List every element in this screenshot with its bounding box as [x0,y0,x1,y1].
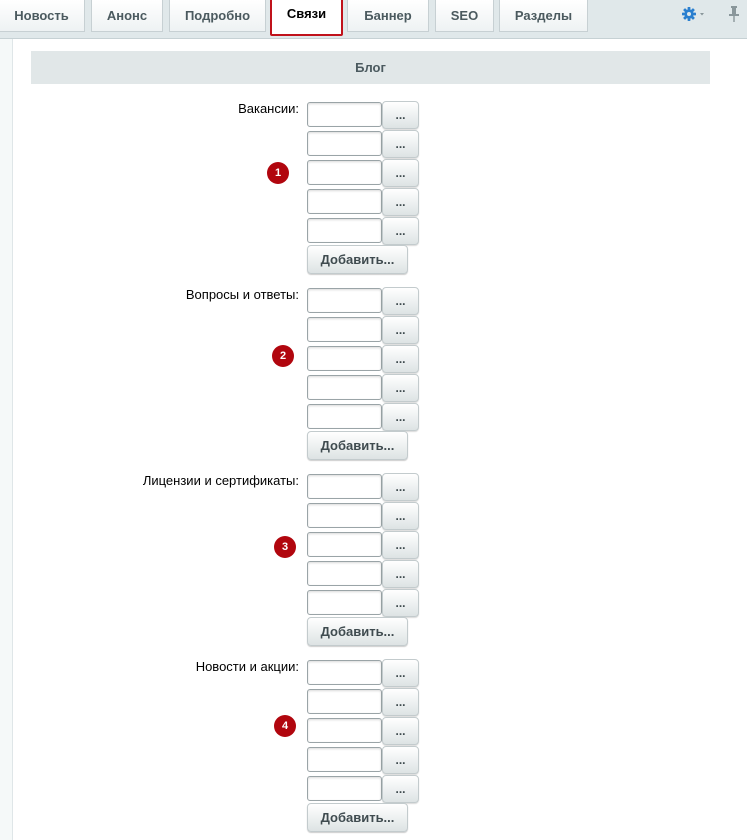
add-button[interactable]: Добавить... [307,431,408,460]
browse-button[interactable]: ... [382,589,419,617]
browse-button[interactable]: ... [382,374,419,402]
link-input[interactable] [307,747,382,772]
browse-button[interactable]: ... [382,217,419,245]
tab-seo[interactable]: SEO [435,0,494,32]
browse-button[interactable]: ... [382,746,419,774]
browse-button[interactable]: ... [382,659,419,687]
browse-button[interactable]: ... [382,502,419,530]
field-label: Лицензии и сертификаты: [142,473,299,488]
link-input[interactable] [307,346,382,371]
browse-button[interactable]: ... [382,473,419,501]
marker-badge: 1 [267,162,289,184]
link-input[interactable] [307,776,382,801]
link-input[interactable] [307,660,382,685]
link-input[interactable] [307,404,382,429]
gear-icon[interactable] [680,4,708,24]
add-button[interactable]: Добавить... [307,245,408,274]
browse-button[interactable]: ... [382,345,419,373]
link-input[interactable] [307,689,382,714]
link-input[interactable] [307,218,382,243]
add-button[interactable]: Добавить... [307,803,408,832]
link-input[interactable] [307,718,382,743]
link-input[interactable] [307,102,382,127]
link-input[interactable] [307,375,382,400]
marker-badge: 3 [274,536,296,558]
browse-button[interactable]: ... [382,101,419,129]
browse-button[interactable]: ... [382,188,419,216]
browse-button[interactable]: ... [382,287,419,315]
link-input[interactable] [307,474,382,499]
tab-banner[interactable]: Баннер [347,0,429,32]
browse-button[interactable]: ... [382,403,419,431]
link-input[interactable] [307,503,382,528]
pin-icon[interactable] [724,4,744,24]
marker-badge: 2 [272,345,294,367]
link-input[interactable] [307,189,382,214]
tab-details[interactable]: Подробно [169,0,266,32]
tab-news[interactable]: Новость [0,0,85,32]
link-input[interactable] [307,590,382,615]
link-input[interactable] [307,532,382,557]
browse-button[interactable]: ... [382,688,419,716]
section-title: Блог [31,51,710,84]
browse-button[interactable]: ... [382,531,419,559]
browse-button[interactable]: ... [382,560,419,588]
browse-button[interactable]: ... [382,775,419,803]
tab-links[interactable]: Связи [270,0,343,36]
browse-button[interactable]: ... [382,159,419,187]
browse-button[interactable]: ... [382,316,419,344]
field-label: Новости и акции: [195,659,299,674]
link-input[interactable] [307,317,382,342]
tab-bar [0,0,747,39]
browse-button[interactable]: ... [382,717,419,745]
field-label: Вопросы и ответы: [185,287,299,302]
field-label: Вакансии: [238,101,299,116]
link-input[interactable] [307,131,382,156]
browse-button[interactable]: ... [382,130,419,158]
tab-sections[interactable]: Разделы [499,0,588,32]
tab-announce[interactable]: Анонс [91,0,163,32]
add-button[interactable]: Добавить... [307,617,408,646]
marker-badge: 4 [274,715,296,737]
link-input[interactable] [307,288,382,313]
link-input[interactable] [307,561,382,586]
link-input[interactable] [307,160,382,185]
